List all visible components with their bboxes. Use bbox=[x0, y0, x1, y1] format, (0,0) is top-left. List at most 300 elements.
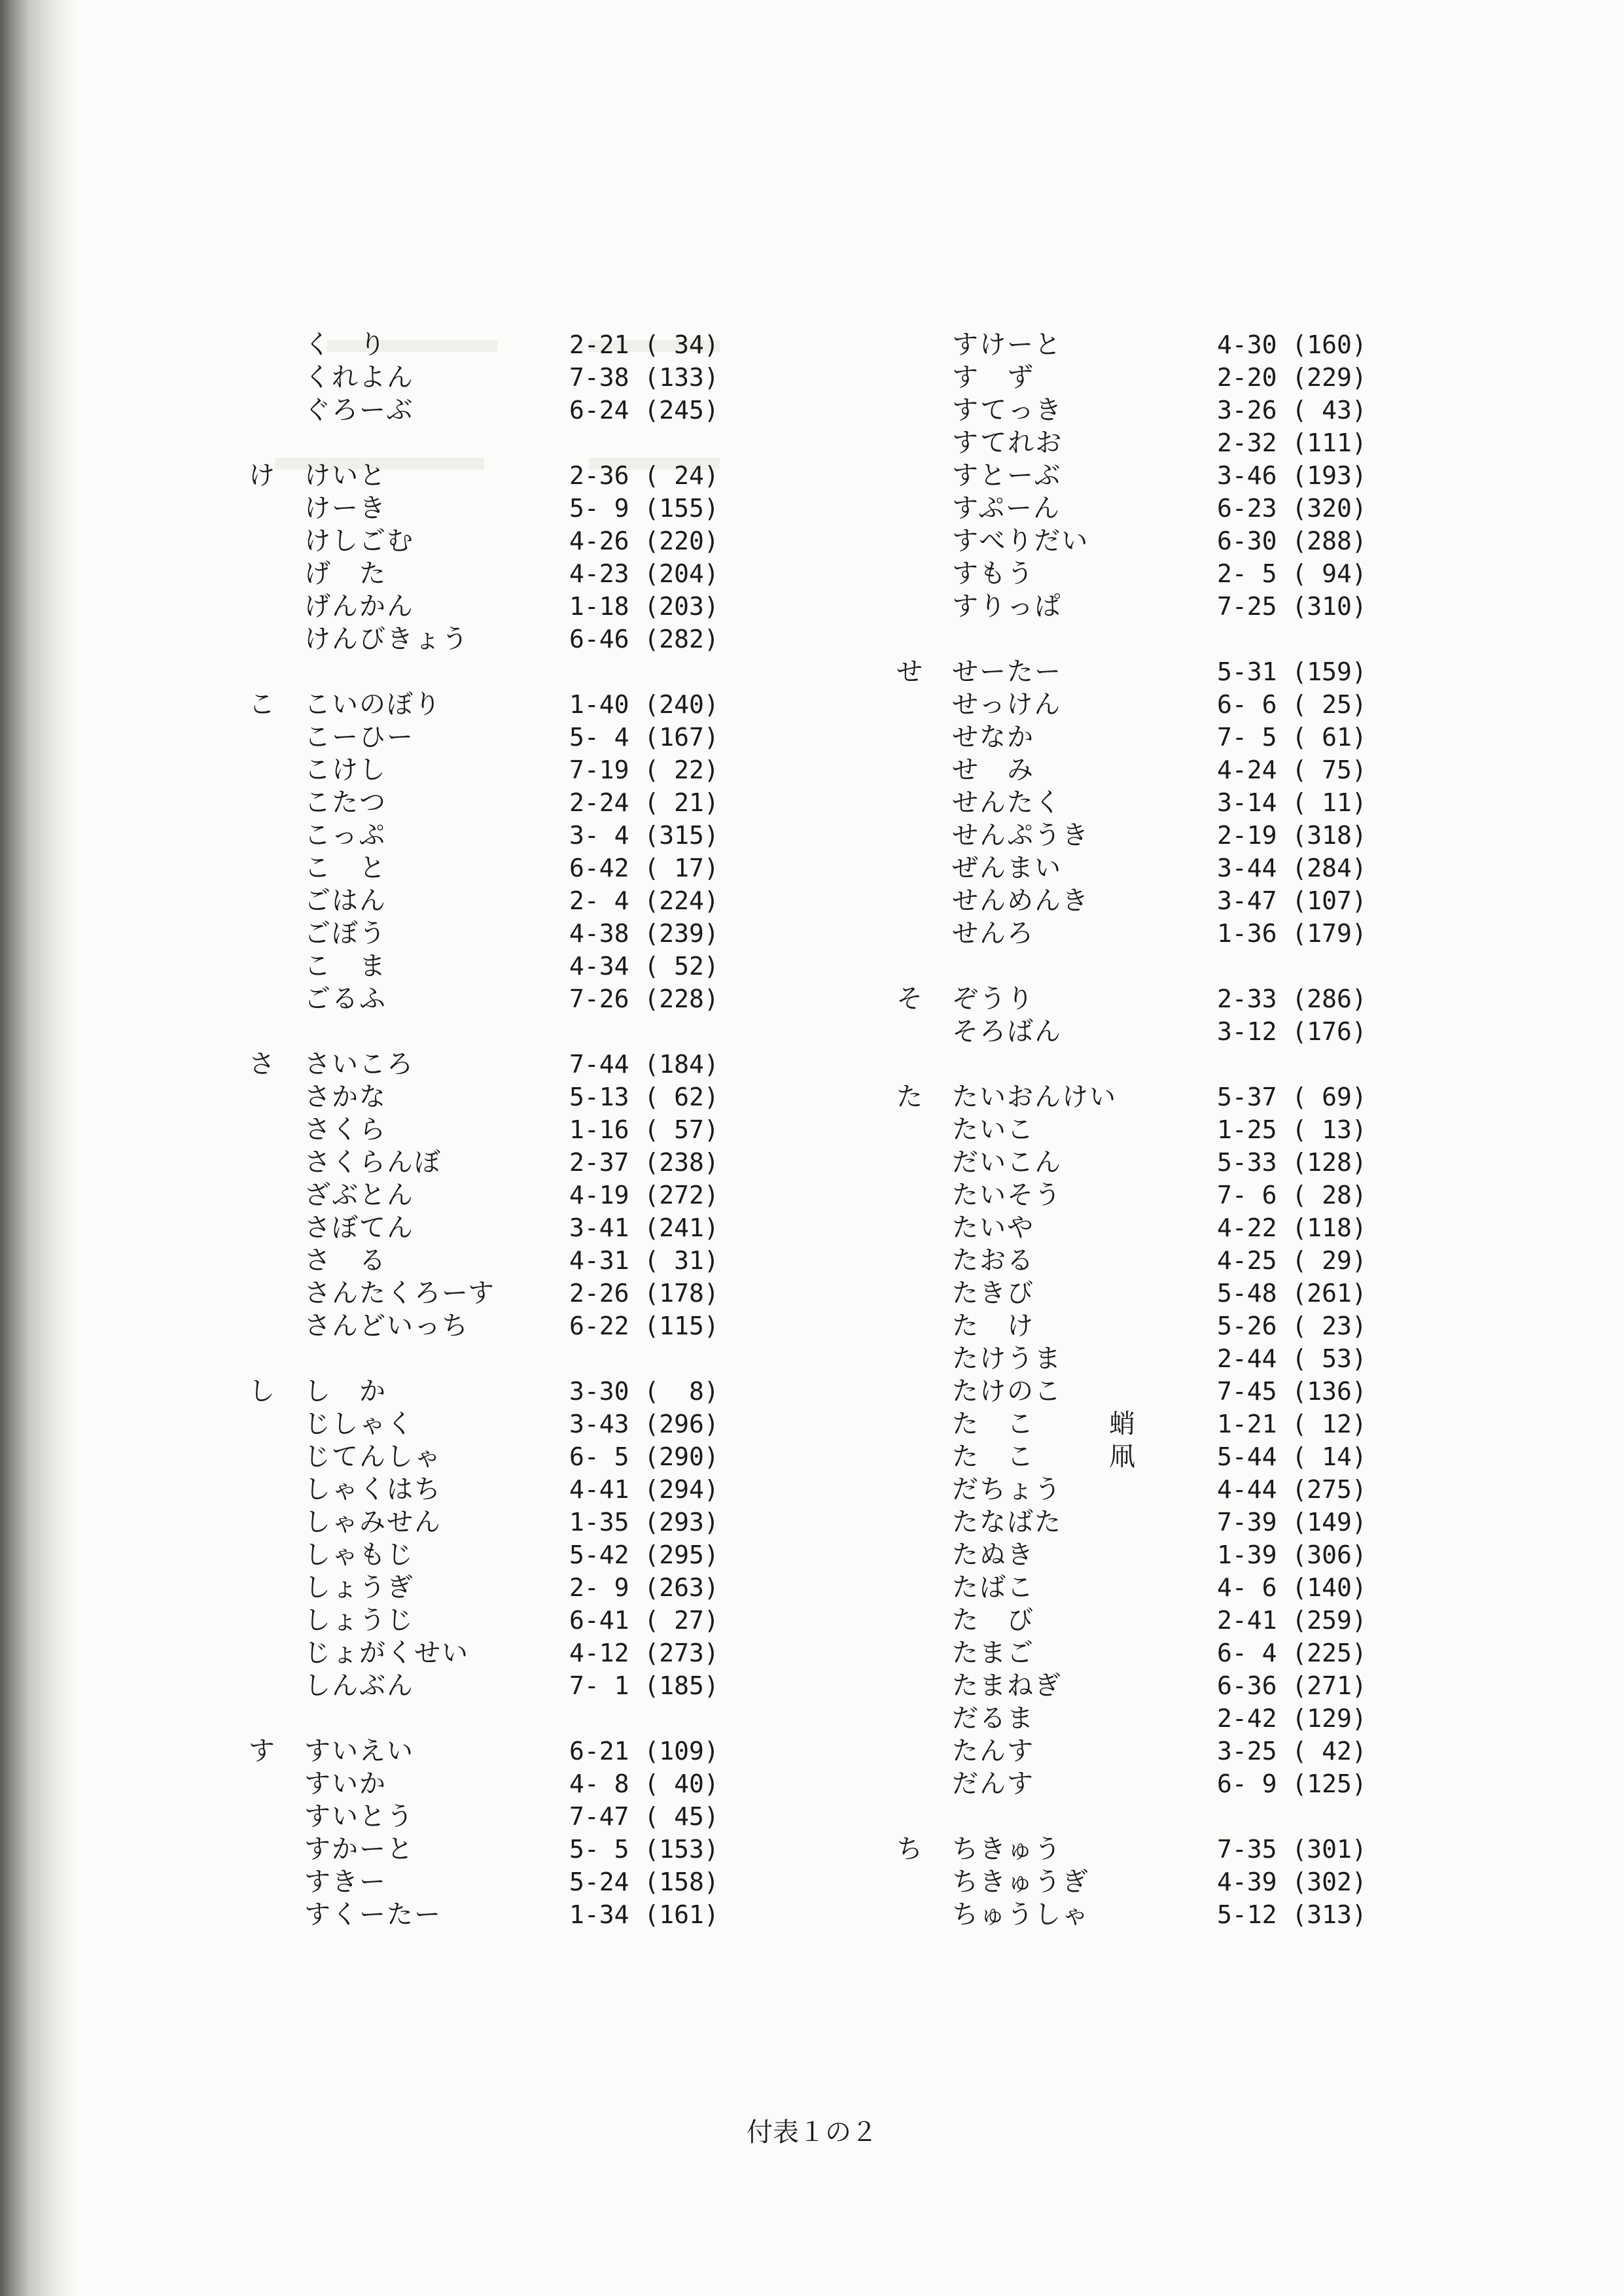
entry-word-text: せんろ bbox=[952, 918, 1034, 948]
entry-word bbox=[304, 786, 387, 819]
index-entry bbox=[896, 1898, 1367, 1931]
entry-word bbox=[952, 917, 1034, 950]
entry-word bbox=[952, 1277, 1034, 1310]
index-entry bbox=[896, 1767, 1367, 1800]
entry-reference: 4-19 (272) bbox=[569, 1181, 719, 1209]
index-entry bbox=[896, 328, 1367, 361]
entry-reference: 5-12 (313) bbox=[1217, 1900, 1367, 1929]
entry-word-text: せっけん bbox=[952, 689, 1062, 720]
index-entry bbox=[896, 1669, 1367, 1702]
index-entry bbox=[249, 754, 719, 786]
page-footer: 付表１の２ bbox=[747, 2117, 877, 2148]
entry-reference: 2-36 ( 24) bbox=[569, 461, 719, 490]
entry-word-text: こけし bbox=[304, 755, 387, 785]
entry-word bbox=[304, 852, 387, 884]
index-entry bbox=[249, 917, 719, 950]
entry-word bbox=[304, 1833, 414, 1866]
entry-word bbox=[304, 1539, 414, 1571]
entry-word-text: こいのぼり bbox=[304, 689, 442, 720]
entry-word bbox=[304, 1735, 414, 1767]
entry-reference: 5- 4 (167) bbox=[569, 723, 719, 752]
index-entry bbox=[249, 459, 719, 492]
entry-word bbox=[952, 786, 1062, 819]
index-entry bbox=[896, 1604, 1367, 1637]
entry-reference: 3-26 ( 43) bbox=[1217, 396, 1367, 425]
entry-reference: 2-44 ( 53) bbox=[1217, 1344, 1367, 1373]
entry-word bbox=[304, 754, 387, 786]
kana-heading: せ bbox=[896, 657, 923, 687]
index-entry bbox=[896, 590, 1367, 623]
index-group bbox=[896, 1081, 1367, 1800]
entry-word bbox=[952, 1113, 1034, 1146]
entry-word bbox=[304, 1408, 414, 1440]
entry-word-text: た こ bbox=[952, 1409, 1034, 1439]
entry-reference: 7- 6 ( 28) bbox=[1217, 1181, 1367, 1209]
entry-reference: 6- 6 ( 25) bbox=[1217, 690, 1367, 719]
entry-word bbox=[952, 1408, 1137, 1440]
entry-word-text: だるま bbox=[952, 1703, 1034, 1733]
entry-word-text: こ ま bbox=[304, 951, 387, 981]
entry-word-text: たんす bbox=[952, 1736, 1034, 1766]
index-entry bbox=[249, 394, 719, 426]
entry-word bbox=[304, 1669, 414, 1702]
entry-word-text: ざぶとん bbox=[304, 1180, 414, 1210]
entry-word bbox=[952, 1735, 1034, 1767]
entry-word-text: たけのこ bbox=[952, 1376, 1062, 1406]
index-entry bbox=[896, 492, 1367, 525]
entry-word bbox=[304, 1277, 495, 1310]
entry-word-text: す ず bbox=[952, 362, 1034, 392]
index-entry bbox=[249, 361, 719, 394]
index-entry bbox=[896, 1702, 1367, 1735]
entry-word-text: すべりだい bbox=[952, 526, 1089, 556]
entry-reference: 6-41 ( 27) bbox=[569, 1606, 719, 1635]
entry-word bbox=[952, 1539, 1034, 1571]
index-entry bbox=[896, 852, 1367, 884]
entry-word-text: た こ bbox=[952, 1442, 1034, 1472]
entry-word-text: けいと bbox=[304, 461, 387, 491]
entry-word-text: だいこん bbox=[952, 1147, 1062, 1177]
entry-word bbox=[304, 525, 414, 557]
kana-heading: こ bbox=[249, 689, 275, 720]
entry-reference: 3-41 (241) bbox=[569, 1213, 719, 1242]
entry-reference: 4- 8 ( 40) bbox=[569, 1769, 719, 1798]
entry-word-text: さぼてん bbox=[304, 1213, 414, 1243]
entry-reference: 7-26 (228) bbox=[569, 984, 719, 1013]
entry-reference: 4-26 (220) bbox=[569, 527, 719, 555]
entry-word bbox=[304, 1310, 469, 1342]
index-entry bbox=[249, 1767, 719, 1800]
entry-word-text: たなばた bbox=[952, 1507, 1062, 1537]
entry-word bbox=[952, 1081, 1117, 1113]
entry-word-text: せんぷうき bbox=[952, 820, 1089, 850]
entry-word-text: こたつ bbox=[304, 788, 387, 818]
entry-word bbox=[304, 1571, 414, 1604]
index-group bbox=[896, 1833, 1367, 1931]
index-entry bbox=[896, 1146, 1367, 1179]
entry-reference: 7- 5 ( 61) bbox=[1217, 723, 1367, 752]
entry-word-text: すぷーん bbox=[952, 493, 1061, 523]
entry-word-text: こ と bbox=[304, 853, 387, 883]
entry-word bbox=[304, 557, 387, 590]
entry-word-text: けしごむ bbox=[304, 526, 414, 556]
entry-word bbox=[952, 1473, 1062, 1506]
entry-word-text: しんぶん bbox=[304, 1671, 414, 1701]
index-group bbox=[896, 983, 1367, 1048]
entry-reference: 1-40 (240) bbox=[569, 690, 719, 719]
entry-reference: 3-47 (107) bbox=[1217, 886, 1367, 915]
index-entry bbox=[249, 492, 719, 525]
entry-word-text: すりっぱ bbox=[952, 591, 1062, 621]
entry-reference: 2-26 (178) bbox=[569, 1279, 719, 1308]
entry-reference: 7-19 ( 22) bbox=[569, 756, 719, 784]
entry-word-text: たいおんけい bbox=[952, 1082, 1117, 1112]
entry-word-text: けんびきょう bbox=[304, 624, 469, 654]
entry-reference: 2-32 (111) bbox=[1217, 428, 1367, 457]
entry-reference: 5- 9 (155) bbox=[569, 494, 719, 523]
entry-word bbox=[304, 884, 387, 917]
index-group bbox=[896, 655, 1367, 950]
entry-word bbox=[952, 1637, 1034, 1669]
entry-word bbox=[952, 819, 1089, 852]
entry-word-text: すもう bbox=[952, 559, 1034, 589]
entry-word bbox=[952, 852, 1062, 884]
index-group bbox=[249, 328, 719, 426]
entry-word bbox=[952, 1146, 1062, 1179]
entry-reference: 5-42 (295) bbox=[569, 1540, 719, 1569]
entry-reference: 4-44 (275) bbox=[1217, 1475, 1367, 1504]
entry-reference: 3-25 ( 42) bbox=[1217, 1737, 1367, 1765]
entry-word bbox=[304, 1604, 414, 1637]
entry-word bbox=[952, 884, 1089, 917]
entry-word bbox=[304, 492, 387, 525]
index-entry bbox=[896, 1571, 1367, 1604]
entry-word-text: ちゅうしゃ bbox=[952, 1900, 1089, 1930]
entry-word bbox=[952, 1375, 1062, 1408]
entry-word-text: たいこ bbox=[952, 1115, 1034, 1145]
entry-word-text: けーき bbox=[304, 493, 387, 523]
index-group bbox=[249, 1375, 719, 1702]
entry-word-text: こーひー bbox=[304, 722, 414, 752]
entry-reference: 2-37 (238) bbox=[569, 1148, 719, 1177]
entry-reference: 1-25 ( 13) bbox=[1217, 1115, 1367, 1144]
entry-word-text: すてれお bbox=[952, 428, 1063, 458]
index-entry bbox=[896, 426, 1367, 459]
entry-word-text: そろばん bbox=[952, 1017, 1062, 1047]
entry-word bbox=[304, 1081, 387, 1113]
index-group bbox=[896, 328, 1367, 623]
entry-reference: 2-21 ( 34) bbox=[569, 330, 719, 359]
index-entry bbox=[249, 1277, 719, 1310]
entry-word-text: すけーと bbox=[952, 330, 1062, 360]
entry-reference: 7-35 (301) bbox=[1217, 1835, 1367, 1864]
index-group bbox=[249, 459, 719, 655]
entry-word bbox=[304, 1211, 414, 1244]
index-entry bbox=[249, 623, 719, 655]
entry-word bbox=[952, 590, 1062, 623]
entry-word bbox=[952, 1604, 1034, 1637]
entry-reference: 3-44 (284) bbox=[1217, 854, 1367, 882]
entry-word bbox=[304, 623, 469, 655]
index-entry bbox=[896, 884, 1367, 917]
entry-word bbox=[952, 721, 1034, 754]
entry-word bbox=[952, 1015, 1062, 1048]
entry-word bbox=[952, 1244, 1034, 1277]
index-entry bbox=[896, 1342, 1367, 1375]
entry-word-text: せなか bbox=[952, 722, 1034, 752]
entry-reference: 7-45 (136) bbox=[1217, 1377, 1367, 1406]
entry-word bbox=[952, 1342, 1062, 1375]
index-entry bbox=[249, 1669, 719, 1702]
index-group bbox=[249, 688, 719, 1015]
entry-reference: 4-30 (160) bbox=[1217, 330, 1367, 359]
entry-reference: 5-37 ( 69) bbox=[1217, 1083, 1367, 1111]
entry-word-text: げ た bbox=[304, 559, 387, 589]
index-entry bbox=[896, 983, 1367, 1015]
index-entry bbox=[249, 983, 719, 1015]
entry-reference: 7-25 (310) bbox=[1217, 592, 1367, 621]
index-entry bbox=[249, 786, 719, 819]
entry-word-text: さ る bbox=[304, 1245, 387, 1276]
index-entry bbox=[896, 557, 1367, 590]
index-entry bbox=[896, 361, 1367, 394]
index-entry bbox=[249, 1539, 719, 1571]
entry-word bbox=[952, 1440, 1137, 1473]
entry-word bbox=[304, 1898, 442, 1931]
entry-reference: 7-47 ( 45) bbox=[569, 1802, 719, 1831]
index-entry bbox=[249, 328, 719, 361]
index-entry bbox=[249, 1048, 719, 1081]
index-entry bbox=[896, 1440, 1367, 1473]
entry-reference: 6- 5 (290) bbox=[569, 1442, 719, 1471]
entry-word bbox=[952, 492, 1061, 525]
index-entry bbox=[896, 1211, 1367, 1244]
entry-reference: 6-30 (288) bbox=[1217, 527, 1367, 555]
entry-word-text: すかーと bbox=[304, 1834, 414, 1864]
index-entry bbox=[896, 459, 1367, 492]
entry-word-text: ちきゅう bbox=[952, 1834, 1062, 1864]
entry-reference: 5-31 (159) bbox=[1217, 657, 1367, 686]
entry-reference: 1-35 (293) bbox=[569, 1508, 719, 1537]
kana-heading: す bbox=[249, 1736, 275, 1766]
entry-word bbox=[304, 328, 387, 361]
entry-word bbox=[952, 1767, 1034, 1800]
entry-reference: 3-14 ( 11) bbox=[1217, 788, 1367, 817]
index-entry bbox=[249, 1735, 719, 1767]
entry-reference: 7-39 (149) bbox=[1217, 1508, 1367, 1537]
entry-word-text: さんたくろーす bbox=[304, 1278, 495, 1308]
entry-reference: 1-39 (306) bbox=[1217, 1540, 1367, 1569]
entry-word bbox=[952, 1898, 1089, 1931]
entry-word bbox=[304, 1375, 387, 1408]
entry-reference: 3-30 ( 8) bbox=[569, 1377, 719, 1406]
entry-word bbox=[952, 1179, 1062, 1211]
entry-word-text: たきび bbox=[952, 1278, 1034, 1308]
entry-reference: 5-24 (158) bbox=[569, 1868, 719, 1896]
index-entry bbox=[249, 1081, 719, 1113]
index-entry bbox=[249, 1408, 719, 1440]
entry-word bbox=[952, 655, 1062, 688]
index-entry bbox=[249, 852, 719, 884]
index-entry bbox=[249, 1375, 719, 1408]
entry-reference: 3-12 (176) bbox=[1217, 1017, 1367, 1046]
entry-word bbox=[952, 1669, 1062, 1702]
entry-reference: 2-41 (259) bbox=[1217, 1606, 1367, 1635]
entry-reference: 6- 4 (225) bbox=[1217, 1639, 1367, 1667]
entry-reference: 2-42 (129) bbox=[1217, 1704, 1367, 1733]
entry-word-text: た び bbox=[952, 1605, 1034, 1635]
entry-reference: 4-25 ( 29) bbox=[1217, 1246, 1367, 1275]
entry-word bbox=[304, 819, 386, 852]
index-entry bbox=[896, 1866, 1367, 1898]
entry-word-text: じしゃく bbox=[304, 1409, 414, 1439]
entry-word-text: すきー bbox=[304, 1867, 387, 1897]
entry-word bbox=[952, 1866, 1089, 1898]
entry-word-text: ちきゅうぎ bbox=[952, 1867, 1089, 1897]
entry-reference: 2-33 (286) bbox=[1217, 984, 1367, 1013]
index-entry bbox=[896, 1539, 1367, 1571]
entry-reference: 6-46 (282) bbox=[569, 625, 719, 653]
entry-reference: 6-24 (245) bbox=[569, 396, 719, 425]
entry-word-text: たまご bbox=[952, 1638, 1034, 1668]
index-group bbox=[249, 1048, 719, 1342]
entry-reference: 4-41 (294) bbox=[569, 1475, 719, 1504]
entry-reference: 2- 4 (224) bbox=[569, 886, 719, 915]
index-entry bbox=[249, 1571, 719, 1604]
index-entry bbox=[896, 1179, 1367, 1211]
page-binding-shadow bbox=[0, 0, 79, 2296]
index-entry bbox=[249, 1113, 719, 1146]
index-entry bbox=[249, 1473, 719, 1506]
entry-word-text: せんめんき bbox=[952, 886, 1089, 916]
entry-word-text: たいそう bbox=[952, 1180, 1062, 1210]
index-entry bbox=[896, 394, 1367, 426]
entry-word-text: しゃくはち bbox=[304, 1474, 442, 1505]
index-entry bbox=[896, 655, 1367, 688]
entry-word-text: さかな bbox=[304, 1082, 387, 1112]
entry-reference: 1-16 ( 57) bbox=[569, 1115, 719, 1144]
entry-word-text: すくーたー bbox=[304, 1900, 442, 1930]
entry-kanji: 凧 bbox=[1109, 1442, 1137, 1472]
index-entry bbox=[896, 1473, 1367, 1506]
entry-word bbox=[304, 721, 414, 754]
entry-word bbox=[304, 1637, 469, 1669]
entry-word-text: せんたく bbox=[952, 788, 1062, 818]
index-entry bbox=[249, 1179, 719, 1211]
entry-word-text: だちょう bbox=[952, 1474, 1062, 1505]
entry-word bbox=[952, 328, 1062, 361]
entry-reference: 1-18 (203) bbox=[569, 592, 719, 621]
entry-word-text: すいとう bbox=[304, 1801, 414, 1832]
entry-word bbox=[304, 361, 414, 394]
entry-word bbox=[952, 459, 1061, 492]
entry-word-text: せ み bbox=[952, 755, 1034, 785]
entry-word-text: しゃみせん bbox=[304, 1507, 442, 1537]
index-entry bbox=[896, 1081, 1367, 1113]
index-entry bbox=[249, 884, 719, 917]
entry-word-text: じてんしゃ bbox=[304, 1442, 442, 1472]
index-entry bbox=[249, 1637, 719, 1669]
entry-word bbox=[304, 950, 387, 983]
entry-reference: 7-44 (184) bbox=[569, 1050, 719, 1079]
entry-word bbox=[304, 1146, 442, 1179]
index-entry bbox=[896, 688, 1367, 721]
kana-heading: け bbox=[249, 461, 275, 491]
entry-reference: 4- 6 (140) bbox=[1217, 1573, 1367, 1602]
index-entry bbox=[249, 590, 719, 623]
entry-word-text: たぬき bbox=[952, 1540, 1034, 1570]
entry-word-text: し か bbox=[304, 1376, 387, 1406]
index-entry bbox=[896, 1735, 1367, 1767]
index-entry bbox=[249, 950, 719, 983]
entry-word-text: さくらんぼ bbox=[304, 1147, 442, 1177]
entry-word bbox=[304, 1440, 442, 1473]
entry-word bbox=[952, 525, 1089, 557]
entry-word bbox=[952, 1833, 1062, 1866]
entry-word-text: すてっき bbox=[952, 395, 1063, 425]
index-entry bbox=[249, 1211, 719, 1244]
entry-word bbox=[952, 1310, 1034, 1342]
index-entry bbox=[896, 1113, 1367, 1146]
entry-word bbox=[952, 1702, 1034, 1735]
entry-reference: 5-44 ( 14) bbox=[1217, 1442, 1367, 1471]
entry-word bbox=[304, 394, 414, 426]
index-entry bbox=[896, 754, 1367, 786]
entry-word-text: さいころ bbox=[304, 1049, 414, 1079]
entry-reference: 2- 9 (263) bbox=[569, 1573, 719, 1602]
entry-word-text: ぐろーぶ bbox=[304, 395, 414, 425]
index-entry bbox=[249, 1604, 719, 1637]
index-entry bbox=[249, 1833, 719, 1866]
entry-reference: 6- 9 (125) bbox=[1217, 1769, 1367, 1798]
index-column-left bbox=[249, 328, 719, 1931]
kana-heading: ち bbox=[896, 1834, 923, 1864]
entry-word-text: さくら bbox=[304, 1115, 387, 1145]
index-entry bbox=[249, 1506, 719, 1539]
entry-reference: 2-19 (318) bbox=[1217, 821, 1367, 850]
index-entry bbox=[896, 1277, 1367, 1310]
entry-word bbox=[304, 1800, 414, 1833]
entry-reference: 5-13 ( 62) bbox=[569, 1083, 719, 1111]
entry-reference: 1-21 ( 12) bbox=[1217, 1410, 1367, 1438]
entry-word bbox=[304, 917, 387, 950]
index-entry bbox=[249, 1898, 719, 1931]
entry-reference: 2- 5 ( 94) bbox=[1217, 559, 1367, 588]
index-column-right bbox=[896, 328, 1367, 1931]
entry-reference: 1-34 (161) bbox=[569, 1900, 719, 1929]
entry-reference: 4-22 (118) bbox=[1217, 1213, 1367, 1242]
index-entry bbox=[249, 525, 719, 557]
entry-reference: 7- 1 (185) bbox=[569, 1671, 719, 1700]
entry-word-text: たいや bbox=[952, 1213, 1034, 1243]
entry-word bbox=[952, 1571, 1034, 1604]
entry-reference: 6-42 ( 17) bbox=[569, 854, 719, 882]
entry-word bbox=[304, 459, 387, 492]
entry-word-text: しょうぎ bbox=[304, 1573, 414, 1603]
entry-word-text: たばこ bbox=[952, 1573, 1034, 1603]
kana-heading: し bbox=[249, 1376, 275, 1406]
entry-word bbox=[952, 361, 1034, 394]
index-entry bbox=[249, 688, 719, 721]
index-entry bbox=[896, 1408, 1367, 1440]
entry-word-text: だんす bbox=[952, 1769, 1034, 1799]
entry-reference: 4-39 (302) bbox=[1217, 1868, 1367, 1896]
entry-word bbox=[304, 1113, 387, 1146]
entry-word-text: ごぼう bbox=[304, 918, 387, 948]
entry-word bbox=[304, 1244, 387, 1277]
entry-reference: 2-20 (229) bbox=[1217, 363, 1367, 392]
index-entry bbox=[249, 1800, 719, 1833]
